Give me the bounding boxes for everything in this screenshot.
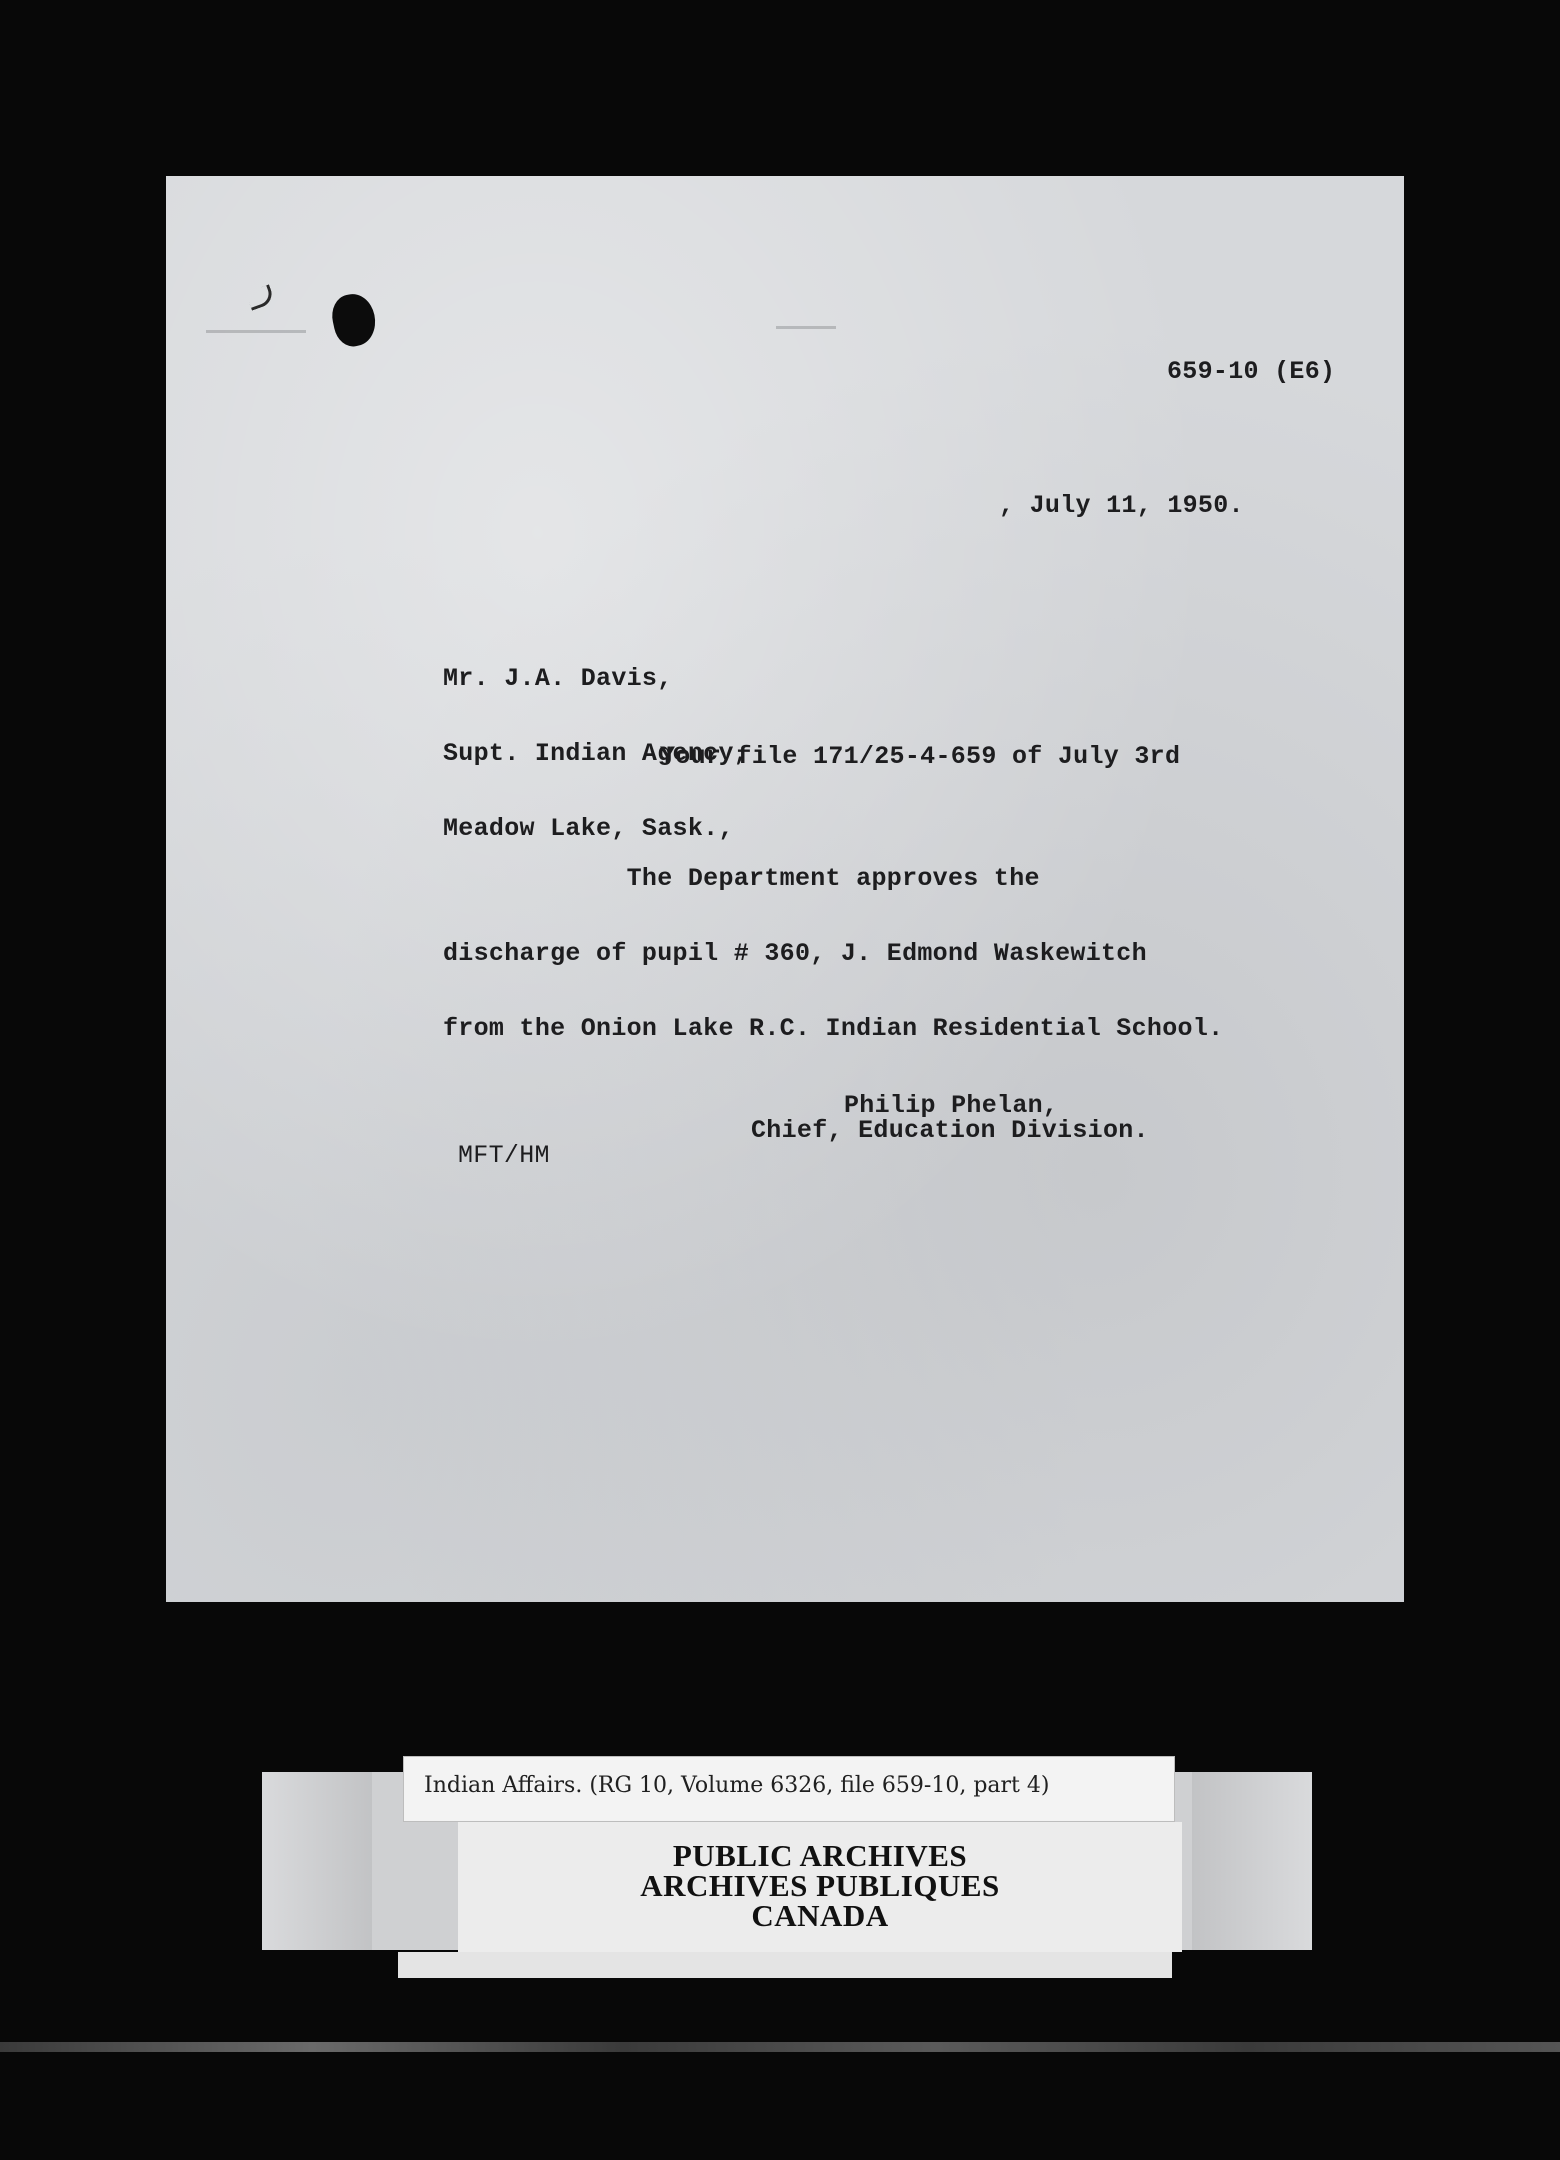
- file-reference: 659-10 (E6): [1167, 357, 1336, 386]
- body-line: The Department approves the: [443, 864, 1040, 893]
- film-edge-band: [0, 2042, 1560, 2052]
- pen-mark: [246, 284, 276, 310]
- public-archives-stamp: [458, 1822, 1182, 1952]
- archive-name-en: PUBLIC ARCHIVES: [672, 1838, 968, 1873]
- archive-reference-text: Indian Affairs. (RG 10, Volume 6326, file 659-10, part 4): [424, 1773, 1050, 1798]
- address-line: Supt. Indian Agency,: [443, 739, 750, 768]
- body-line: discharge of pupil # 360, J. Edmond Waskewitch: [443, 939, 1147, 968]
- faint-rule: [776, 326, 836, 329]
- letter-body: [443, 816, 1223, 1091]
- signature-name: Philip Phelan,: [844, 1091, 1059, 1120]
- typist-initials: MFT/HM: [458, 1141, 550, 1170]
- signature-title: Chief, Education Division.: [751, 1116, 1149, 1145]
- archive-country: CANADA: [751, 1898, 889, 1933]
- label-edge-left: [262, 1772, 372, 1950]
- punch-hole: [328, 290, 380, 350]
- address-line: Meadow Lake, Sask.,: [443, 814, 734, 843]
- letter-date: , July 11, 1950.: [999, 491, 1244, 520]
- body-line: from the Onion Lake R.C. Indian Residential School.: [443, 1014, 1224, 1043]
- label-edge-right: [1192, 1772, 1312, 1950]
- archive-reference-label: [404, 1757, 1174, 1821]
- label-bottom-strip: [398, 1952, 1172, 1978]
- subject-reference: Your file 171/25-4-659 of July 3rd: [660, 742, 1181, 771]
- letter-sheet: [166, 176, 1404, 1602]
- archive-name-fr: ARCHIVES PUBLIQUES: [640, 1868, 1000, 1903]
- address-line: Mr. J.A. Davis,: [443, 664, 673, 693]
- faint-rule: [206, 330, 306, 333]
